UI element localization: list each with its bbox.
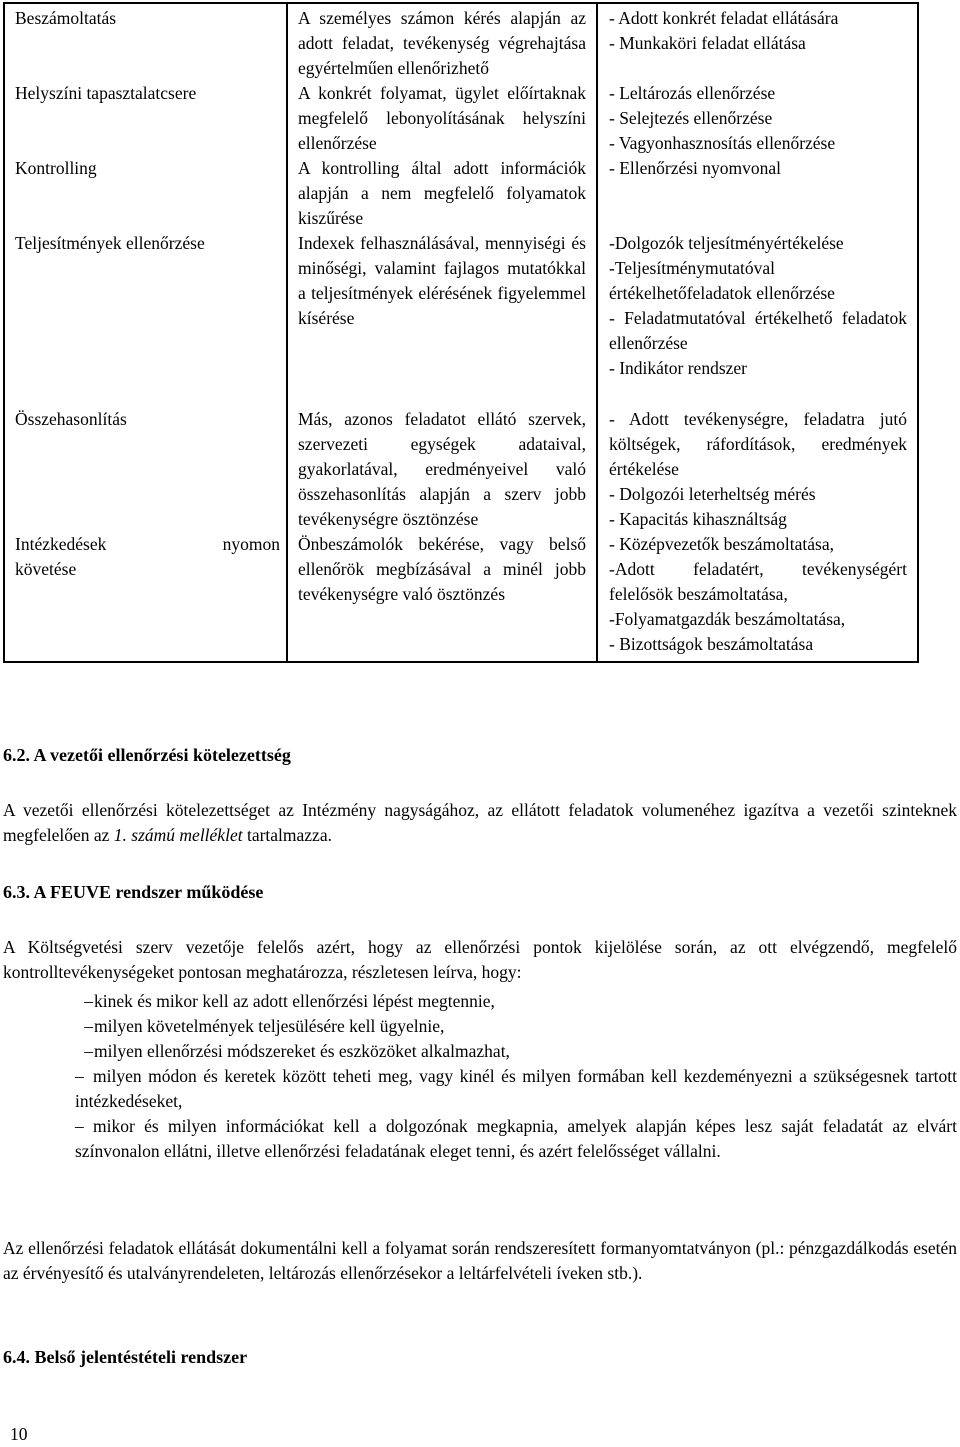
section-6-3-dash-list	[3, 989, 957, 1164]
areas-cell	[597, 532, 918, 662]
section-6-3-closing	[3, 1236, 957, 1286]
method-cell	[4, 381, 287, 532]
area-item: - Leltározás ellenőrzése	[609, 83, 776, 103]
description-cell	[287, 381, 597, 532]
section-6-2-paragraph	[3, 798, 957, 848]
description-text: A személyes számon kérés alapján az adott feladat, tevékenység végrehajtása egyértelműen ellenőrizhető	[298, 8, 586, 78]
method-label	[15, 532, 280, 557]
area-item: -Teljesítménymutatóval értékelhetőfeladatok ellenőrzése	[609, 258, 835, 303]
list-item-text: mikor és milyen információkat kell a dolgozónak megkapnia, amelyek alapján képes lesz saját feladatát az elvárt színvonalon ellátni, illetve ellenőrzési feladatának eleget tenni, és azért felelősséget vállalni.	[75, 1116, 957, 1161]
description-cell	[287, 532, 597, 662]
area-item: - Bizottságok beszámoltatása	[609, 634, 814, 654]
description-text: Indexek felhasználásával, mennyiségi és minőségi, valamint fajlagos mutatókkal a teljesítmények elérésének figyelemmel kísérése	[298, 233, 586, 328]
description-text: A konkrét folyamat, ügylet előírtaknak megfelelő lebonyolításának helyszíni ellenőrzése	[298, 83, 586, 153]
annex-reference: 1. számú melléklet	[113, 825, 243, 845]
areas-cell	[597, 231, 918, 381]
area-item: - Középvezetők beszámoltatása,	[609, 534, 834, 554]
method-label: Helyszíni tapasztalatcsere	[15, 83, 197, 103]
description-text: Más, azonos feladatot ellátó szervek, szervezeti egységek adataival, gyakorlatával, eredményeivel való összehasonlítás alapján a szerv jobb tevékenységre ösztönzése	[298, 409, 586, 529]
dash-bullet: –	[84, 991, 93, 1011]
list-item-text: milyen módon és keretek között teheti meg, vagy kinél és milyen formában kell kezdeményezni a szükségesnek tartott intézkedéseket,	[75, 1066, 957, 1111]
description-text: A kontrolling által adott információk alapján a nem megfelelő folyamatok kiszűrése	[298, 158, 586, 228]
area-item: - Dolgozói leterheltség mérés	[609, 484, 816, 504]
section-6-2-title: 6.2. A vezetői ellenőrzési kötelezettség	[3, 745, 291, 765]
areas-cell	[597, 81, 918, 156]
areas-cell	[597, 381, 918, 532]
description-cell	[287, 3, 597, 81]
list-item	[3, 1039, 957, 1064]
area-item: -Adott feladatért, tevékenységért felelősök beszámoltatása,	[609, 559, 907, 604]
method-label-part: nyomon	[222, 534, 280, 554]
area-item: - Ellenőrzési nyomvonal	[609, 158, 782, 178]
method-label: Összehasonlítás	[15, 409, 127, 429]
list-item-text: milyen követelmények teljesülésére kell ügyelnie,	[94, 1016, 445, 1036]
list-item-text: kinek és mikor kell az adott ellenőrzési lépést megtennie,	[94, 991, 495, 1011]
area-item: -Dolgozók teljesítményértékelése	[609, 233, 844, 253]
method-cell	[4, 156, 287, 231]
area-item: -Folyamatgazdák beszámoltatása,	[609, 609, 846, 629]
list-item	[3, 1114, 957, 1164]
list-item	[3, 989, 957, 1014]
table-row	[4, 532, 918, 662]
dash-bullet: –	[75, 1116, 84, 1136]
section-6-3-intro-text: A Költségvetési szerv vezetője felelős azért, hogy az ellenőrzési pontok kijelölése során, az ott elvégzendő, megfelelő kontrolltevékenységeket pontosan meghatározza, részletesen leírva, hogy:	[3, 937, 957, 982]
area-item: - Adott tevékenységre, feladatra jutó költségek, ráfordítások, eredmények értékelése	[609, 409, 907, 479]
table-row	[4, 3, 918, 81]
section-6-2-text-end: tartalmazza.	[242, 825, 332, 845]
method-cell	[4, 3, 287, 81]
description-text: Önbeszámolók bekérése, vagy belső ellenőrök megbízásával a minél jobb tevékenységre való ösztönzés	[298, 534, 586, 604]
method-label-part: Intézkedések	[15, 534, 107, 554]
method-label-part: követése	[15, 559, 77, 579]
control-methods-table	[3, 2, 919, 663]
areas-cell	[597, 156, 918, 231]
description-cell	[287, 156, 597, 231]
section-6-4-title: 6.4. Belső jelentéstételi rendszer	[3, 1347, 248, 1367]
method-label: Teljesítmények ellenőrzése	[15, 233, 205, 253]
area-item: - Munkaköri feladat ellátása	[609, 33, 806, 53]
section-6-3-title: 6.3. A FEUVE rendszer működése	[3, 882, 264, 902]
area-item: - Selejtezés ellenőrzése	[609, 108, 773, 128]
dash-bullet: –	[75, 1066, 84, 1086]
area-item: - Indikátor rendszer	[609, 358, 747, 378]
table-row	[4, 231, 918, 381]
method-cell	[4, 231, 287, 381]
list-item	[3, 1064, 957, 1114]
method-label: Beszámoltatás	[15, 8, 117, 28]
list-item-text: milyen ellenőrzési módszereket és eszközöket alkalmazhat,	[94, 1041, 510, 1061]
method-cell	[4, 81, 287, 156]
method-label: Kontrolling	[15, 158, 97, 178]
section-6-3-intro	[3, 935, 957, 985]
area-item: - Kapacitás kihasználtság	[609, 509, 787, 529]
section-6-3-closing-text: Az ellenőrzési feladatok ellátását dokumentálni kell a folyamat során rendszeresített formanyomtatványon (pl.: pénzgazdálkodás esetén az érvényesítő és utalványrendeleten, leltározás ellenőrzésekor a leltárfelvételi íveken stb.).	[3, 1238, 957, 1283]
table-row	[4, 81, 918, 156]
area-item: - Feladatmutatóval értékelhető feladatok ellenőrzése	[609, 308, 907, 353]
table-row	[4, 156, 918, 231]
page-number: 10	[10, 1424, 28, 1444]
area-item: - Vagyonhasznosítás ellenőrzése	[609, 133, 836, 153]
list-item	[3, 1014, 957, 1039]
dash-bullet: –	[84, 1041, 93, 1061]
areas-cell	[597, 3, 918, 81]
method-cell	[4, 532, 287, 662]
description-cell	[287, 231, 597, 381]
description-cell	[287, 81, 597, 156]
dash-bullet: –	[84, 1016, 93, 1036]
area-item: - Adott konkrét feladat ellátására	[609, 8, 839, 28]
section-6-2-text: A vezetői ellenőrzési kötelezettséget az Intézmény nagyságához, az ellátott feladatok volumenéhez igazítva a vezetői szinteknek megfelelően az	[3, 800, 957, 845]
table-row	[4, 381, 918, 532]
